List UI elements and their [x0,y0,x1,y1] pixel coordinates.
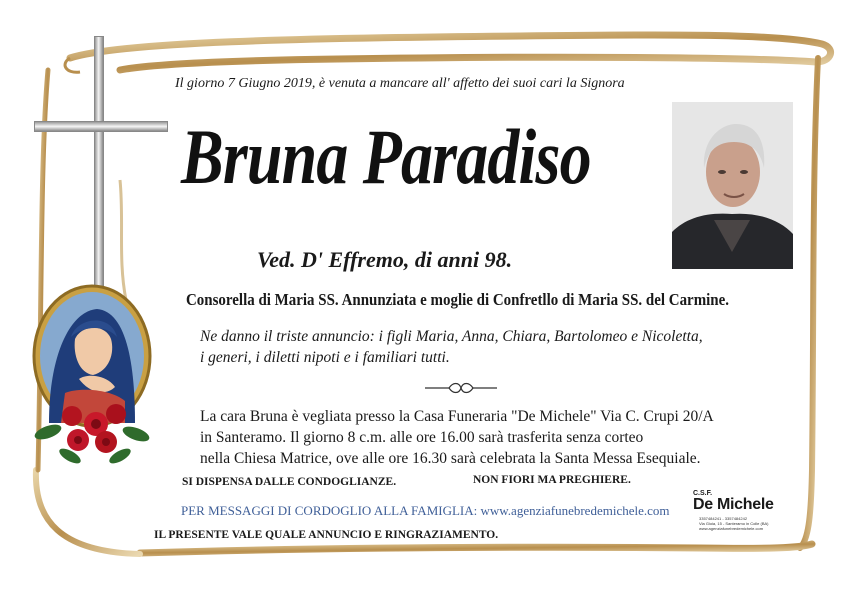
cross-icon [94,36,104,300]
portrait-photo [672,102,793,269]
announcement-line: Ne danno il triste annuncio: i figli Maria, Anna, Chiara, Bartolomeo e Nicoletta, [200,328,703,345]
condolence-messages-link[interactable]: PER MESSAGGI DI CORDOGLIO ALLA FAMIGLIA: www.agenziafunebredemichele.com [181,503,670,518]
logo-site: www.agenziafunebredemichele.com [699,526,764,531]
logo-phones: 3357484241 - 3357484242 [699,516,748,521]
ornament-divider-icon [423,381,499,395]
announcement-block [200,326,703,368]
deceased-name: Bruna Paradiso [181,113,591,200]
logo-address: Via Gioia, 15 - Santeramo in Colle (BA) [699,521,769,526]
logo-brand: De Michele [693,496,774,513]
roses-icon [34,400,150,466]
funeral-agency-logo [693,490,789,530]
wake-info-block [200,406,714,469]
confraternity-line: Consorella di Maria SS. Annunziata e moglie di Confretllo di Maria SS. del Carmine. [186,290,730,309]
condolences-notice: SI DISPENSA DALLE CONDOGLIANZE. [182,476,397,488]
wake-info-line: La cara Bruna è vegliata presso la Casa Funeraria "De Michele" Via C. Crupi 20/A [200,408,714,425]
wake-info-line: nella Chiesa Matrice, ove alle ore 16.30 sarà celebrata la Santa Messa Esequiale. [200,450,701,467]
cross-arm [34,121,168,132]
widow-age-line: Ved. D' Effremo, di anni 98. [257,247,513,272]
announcement-line: i generi, i diletti nipoti e i familiari tutti. [200,349,450,366]
wake-info-line: in Santeramo. Il giorno 8 c.m. alle ore 16.00 sarà trasferita senza corteo [200,429,644,446]
logo-csf: C.S.F. [693,490,713,497]
intro-text: Il giorno 7 Giugno 2019, è venuta a mancare all' affetto dei suoi cari la Signora [175,76,625,91]
acknowledgement-notice: IL PRESENTE VALE QUALE ANNUNCIO E RINGRAZIAMENTO. [154,529,499,541]
no-flowers-notice: NON FIORI MA PREGHIERE. [473,474,631,486]
